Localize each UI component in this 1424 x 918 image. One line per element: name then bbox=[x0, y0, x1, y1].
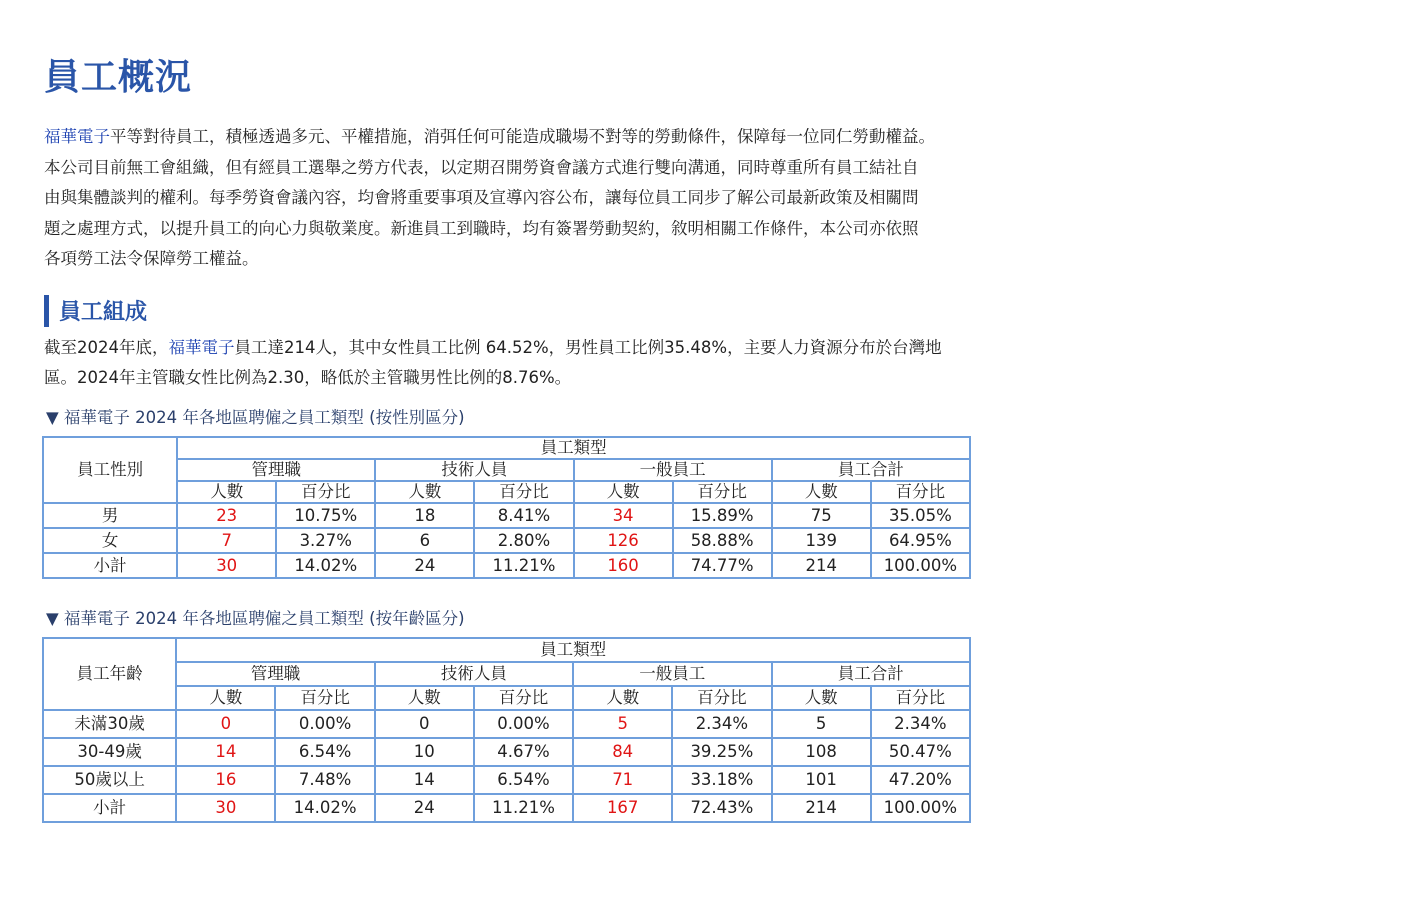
pct-cell: 2.34% bbox=[672, 710, 771, 738]
count-header: 人數 bbox=[375, 686, 474, 710]
row-header-age: 員工年齡 bbox=[43, 638, 176, 710]
pct-cell: 35.05% bbox=[871, 503, 970, 528]
count-header: 人數 bbox=[177, 481, 276, 503]
pct-cell: 2.80% bbox=[474, 528, 573, 553]
pct-cell: 7.48% bbox=[275, 766, 374, 794]
pct-cell: 11.21% bbox=[474, 553, 573, 578]
table-row bbox=[43, 766, 970, 794]
pct-header: 百分比 bbox=[672, 686, 771, 710]
pct-header: 百分比 bbox=[276, 481, 375, 503]
pct-cell: 11.21% bbox=[474, 794, 573, 822]
count-cell: 10 bbox=[375, 738, 474, 766]
pct-cell: 72.43% bbox=[672, 794, 771, 822]
count-cell: 101 bbox=[772, 766, 871, 794]
count-header: 人數 bbox=[574, 481, 673, 503]
count-cell: 30 bbox=[176, 794, 275, 822]
count-cell: 14 bbox=[375, 766, 474, 794]
composition-text-rest: 員工達214人，其中女性員工比例 64.52%，男性員工比例35.48%，主要人力資源分布於台灣地 bbox=[234, 337, 942, 357]
table-caption-age: ▼ 福華電子 2024 年各地區聘僱之員工類型 (按年齡區分) bbox=[46, 608, 465, 628]
pct-cell: 6.54% bbox=[275, 738, 374, 766]
count-cell: 139 bbox=[772, 528, 871, 553]
pct-cell: 33.18% bbox=[672, 766, 771, 794]
count-cell: 126 bbox=[574, 528, 673, 553]
count-cell: 24 bbox=[375, 794, 474, 822]
count-cell: 18 bbox=[375, 503, 474, 528]
brand-name: 福華電子 bbox=[168, 337, 235, 357]
composition-line-2: 區。2024年主管職女性比例為2.30，略低於主管職男性比例的8.76%。 bbox=[44, 368, 572, 387]
employee-overview-page bbox=[44, 52, 974, 823]
intro-line-3: 由與集體談判的權利。每季勞資會議內容，均會將重要事項及宣導內容公布，讓每位員工同步了解公司最新政策及相關問 bbox=[44, 188, 919, 207]
count-cell: 167 bbox=[573, 794, 672, 822]
count-cell: 34 bbox=[574, 503, 673, 528]
count-cell: 84 bbox=[573, 738, 672, 766]
section-heading-composition: 員工組成 bbox=[44, 295, 974, 327]
table-caption-gender: ▼ 福華電子 2024 年各地區聘僱之員工類型 (按性別區分) bbox=[46, 407, 465, 427]
count-cell: 7 bbox=[177, 528, 276, 553]
count-cell: 75 bbox=[772, 503, 871, 528]
pct-cell: 14.02% bbox=[276, 553, 375, 578]
employee-type-header: 員工類型 bbox=[177, 437, 970, 459]
table-row bbox=[43, 738, 970, 766]
pct-cell: 0.00% bbox=[275, 710, 374, 738]
pct-cell: 4.67% bbox=[474, 738, 573, 766]
pct-cell: 58.88% bbox=[673, 528, 772, 553]
pct-header: 百分比 bbox=[871, 481, 970, 503]
composition-paragraph bbox=[44, 333, 974, 394]
count-cell: 160 bbox=[574, 553, 673, 578]
count-cell: 108 bbox=[772, 738, 871, 766]
table-row bbox=[43, 710, 970, 738]
group-header-technical: 技術人員 bbox=[375, 459, 573, 481]
page-title: 員工概況 bbox=[44, 57, 193, 98]
group-header-management: 管理職 bbox=[177, 459, 375, 481]
row-header-gender: 員工性別 bbox=[43, 437, 177, 503]
count-cell: 0 bbox=[176, 710, 275, 738]
pct-cell: 0.00% bbox=[474, 710, 573, 738]
row-label: 30-49歲 bbox=[43, 738, 176, 766]
count-cell: 71 bbox=[573, 766, 672, 794]
pct-cell: 64.95% bbox=[871, 528, 970, 553]
count-cell: 24 bbox=[375, 553, 474, 578]
pct-cell: 39.25% bbox=[672, 738, 771, 766]
pct-header: 百分比 bbox=[474, 481, 573, 503]
row-label: 未滿30歲 bbox=[43, 710, 176, 738]
count-cell: 0 bbox=[375, 710, 474, 738]
row-label: 女 bbox=[43, 528, 177, 553]
group-header-general: 一般員工 bbox=[574, 459, 772, 481]
intro-paragraph bbox=[44, 122, 974, 275]
count-cell: 5 bbox=[772, 710, 871, 738]
intro-line-4: 題之處理方式，以提升員工的向心力與敬業度。新進員工到職時，均有簽署勞動契約，敘明相關工作條件，本公司亦依照 bbox=[44, 218, 919, 238]
row-label: 小計 bbox=[43, 553, 177, 578]
group-header-management: 管理職 bbox=[176, 662, 374, 686]
pct-cell: 6.54% bbox=[474, 766, 573, 794]
pct-cell: 15.89% bbox=[673, 503, 772, 528]
count-cell: 214 bbox=[772, 553, 871, 578]
composition-text-pre: 截至2024年底， bbox=[44, 337, 169, 357]
group-header-total: 員工合計 bbox=[772, 459, 970, 481]
group-header-general: 一般員工 bbox=[573, 662, 771, 686]
pct-cell: 100.00% bbox=[871, 553, 970, 578]
group-header-total: 員工合計 bbox=[772, 662, 971, 686]
employee-type-by-age-table bbox=[42, 637, 971, 823]
count-header: 人數 bbox=[176, 686, 275, 710]
pct-cell: 2.34% bbox=[871, 710, 970, 738]
count-header: 人數 bbox=[375, 481, 474, 503]
count-cell: 14 bbox=[176, 738, 275, 766]
row-label: 小計 bbox=[43, 794, 176, 822]
intro-line-2: 本公司目前無工會組織，但有經員工選舉之勞方代表，以定期召開勞資會議方式進行雙向溝通，同時尊重所有員工結社自 bbox=[44, 157, 919, 177]
row-label: 男 bbox=[43, 503, 177, 528]
employee-type-by-gender-table bbox=[42, 436, 971, 579]
pct-cell: 74.77% bbox=[673, 553, 772, 578]
pct-header: 百分比 bbox=[673, 481, 772, 503]
pct-cell: 50.47% bbox=[871, 738, 970, 766]
intro-line-1: 平等對待員工，積極透過多元、平權措施，消弭任何可能造成職場不對等的勞動條件，保障每一位同仁勞動權益。 bbox=[110, 127, 935, 146]
pct-cell: 47.20% bbox=[871, 766, 970, 794]
pct-header: 百分比 bbox=[474, 686, 573, 710]
count-cell: 16 bbox=[176, 766, 275, 794]
table-row bbox=[43, 794, 970, 822]
count-header: 人數 bbox=[772, 686, 871, 710]
brand-name: 福華電子 bbox=[44, 127, 110, 146]
employee-type-header: 員工類型 bbox=[176, 638, 970, 662]
pct-cell: 100.00% bbox=[871, 794, 970, 822]
count-cell: 23 bbox=[177, 503, 276, 528]
count-cell: 30 bbox=[177, 553, 276, 578]
table-row bbox=[43, 528, 970, 553]
count-cell: 6 bbox=[375, 528, 474, 553]
pct-header: 百分比 bbox=[275, 686, 374, 710]
row-label: 50歲以上 bbox=[43, 766, 176, 794]
pct-cell: 8.41% bbox=[474, 503, 573, 528]
count-header: 人數 bbox=[772, 481, 871, 503]
count-cell: 5 bbox=[573, 710, 672, 738]
pct-cell: 3.27% bbox=[276, 528, 375, 553]
group-header-technical: 技術人員 bbox=[375, 662, 573, 686]
table-row bbox=[43, 553, 970, 578]
count-cell: 214 bbox=[772, 794, 871, 822]
count-header: 人數 bbox=[573, 686, 672, 710]
table-row bbox=[43, 503, 970, 528]
pct-cell: 10.75% bbox=[276, 503, 375, 528]
intro-line-5: 各項勞工法令保障勞工權益。 bbox=[44, 249, 259, 268]
pct-cell: 14.02% bbox=[275, 794, 374, 822]
pct-header: 百分比 bbox=[871, 686, 970, 710]
